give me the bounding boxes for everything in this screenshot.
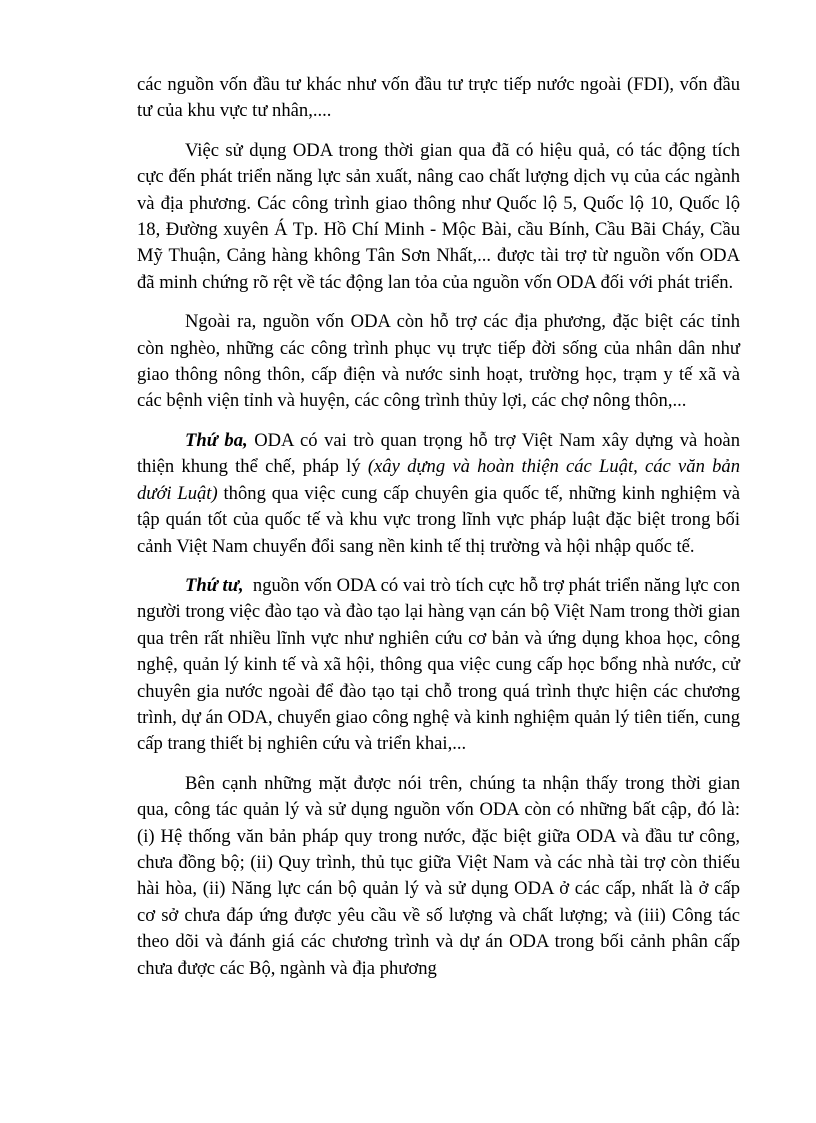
paragraph-4-text-a: ODA có vai trò quan trọng hỗ trợ Việt Nam xây dựng và hoàn thiện khung thể chế, pháp lý: [137, 429, 740, 478]
paragraph-5-text: nguồn vốn ODA có vai trò tích cực hỗ trợ phát triển năng lực con người trong việc đào tạo và đào tạo lại hàng vạn cán bộ Việt Nam trong thời gian qua trên rất nhiều lĩnh vực như nghiên cứu cơ bản và ứng dụng khoa học, công nghệ, quản lý kinh tế và xã hội, thông qua việc cung cấp học bổng nhà nước, cử chuyên gia nước ngoài để đào tạo tại chỗ trong quá trình thực hiện các chương trình, dự án ODA, chuyển giao công nghệ và kinh nghiệm quản lý tiên tiến, cung cấp trang thiết bị nghiên cứu và triển khai,...: [137, 574, 745, 755]
paragraph-4-italic: (xây dựng và hoàn thiện các Luật, các văn bản dưới Luật): [137, 456, 741, 504]
paragraph-6: Bên cạnh những mặt được nói trên, chúng ta nhận thấy trong thời gian qua, công tác quản lý và sử dụng nguồn vốn ODA còn có những bất cập, đó là: (i) Hệ thống văn bản pháp quy trong nước, đặc biệt giữa ODA và đầu tư công, chưa đồng bộ; (ii) Quy trình, thủ tục giữa Việt Nam và các nhà tài trợ còn thiếu hài hòa, (ii) Năng lực cán bộ quản lý và sử dụng ODA ở các cấp, nhất là ở cấp cơ sở chưa đáp ứng được yêu cầu về số lượng và chất lượng; và (iii) Công tác theo dõi và đánh giá các chương trình và dự án ODA trong bối cảnh phân cấp chưa được các Bộ, ngành và địa phương: [137, 772, 740, 979]
paragraph-3: Ngoài ra, nguồn vốn ODA còn hỗ trợ các địa phương, đặc biệt các tỉnh còn nghèo, những các công trình phục vụ trực tiếp đời sống của nhân dân như giao thông nông thôn, cấp điện và nước sinh hoạt, trường học, trạm y tế xã và các bệnh viện tỉnh và huyện, các công trình thủy lợi, các chợ nông thôn,...: [137, 311, 740, 412]
document-page: [137, 72, 745, 995]
paragraph-1: các nguồn vốn đầu tư khác như vốn đầu tư trực tiếp nước ngoài (FDI), vốn đầu tư của khu vực tư nhân,....: [137, 74, 740, 122]
paragraph-4-lead: Thứ ba,: [185, 429, 248, 451]
paragraph-5: [137, 573, 745, 758]
paragraph-2: Việc sử dụng ODA trong thời gian qua đã có hiệu quả, có tác động tích cực đến phát triển năng lực sản xuất, nâng cao chất lượng dịch vụ của các ngành và địa phương. Các công trình giao thông như Quốc lộ 5, Quốc lộ 10, Quốc lộ 18, Đường xuyên Á Tp. Hồ Chí Minh - Mộc Bài, cầu Bính, Cầu Bãi Cháy, Cầu Mỹ Thuận, Cảng hàng không Tân Sơn Nhất,... được tài trợ từ nguồn vốn ODA đã minh chứng rõ rệt về tác động lan tỏa của nguồn vốn ODA đối với phát triển.: [137, 139, 740, 293]
paragraph-5-lead: Thứ tư,: [185, 574, 244, 596]
paragraph-4: [137, 428, 740, 560]
paragraph-4-text-b: thông qua việc cung cấp chuyên gia quốc tế, những kinh nghiệm và tập quán tốt của quốc tế và khu vực trong lĩnh vực pháp luật đặc biệt trong bối cảnh Việt Nam chuyển đổi sang nền kinh tế thị trường và hội nhập quốc tế.: [137, 482, 741, 557]
